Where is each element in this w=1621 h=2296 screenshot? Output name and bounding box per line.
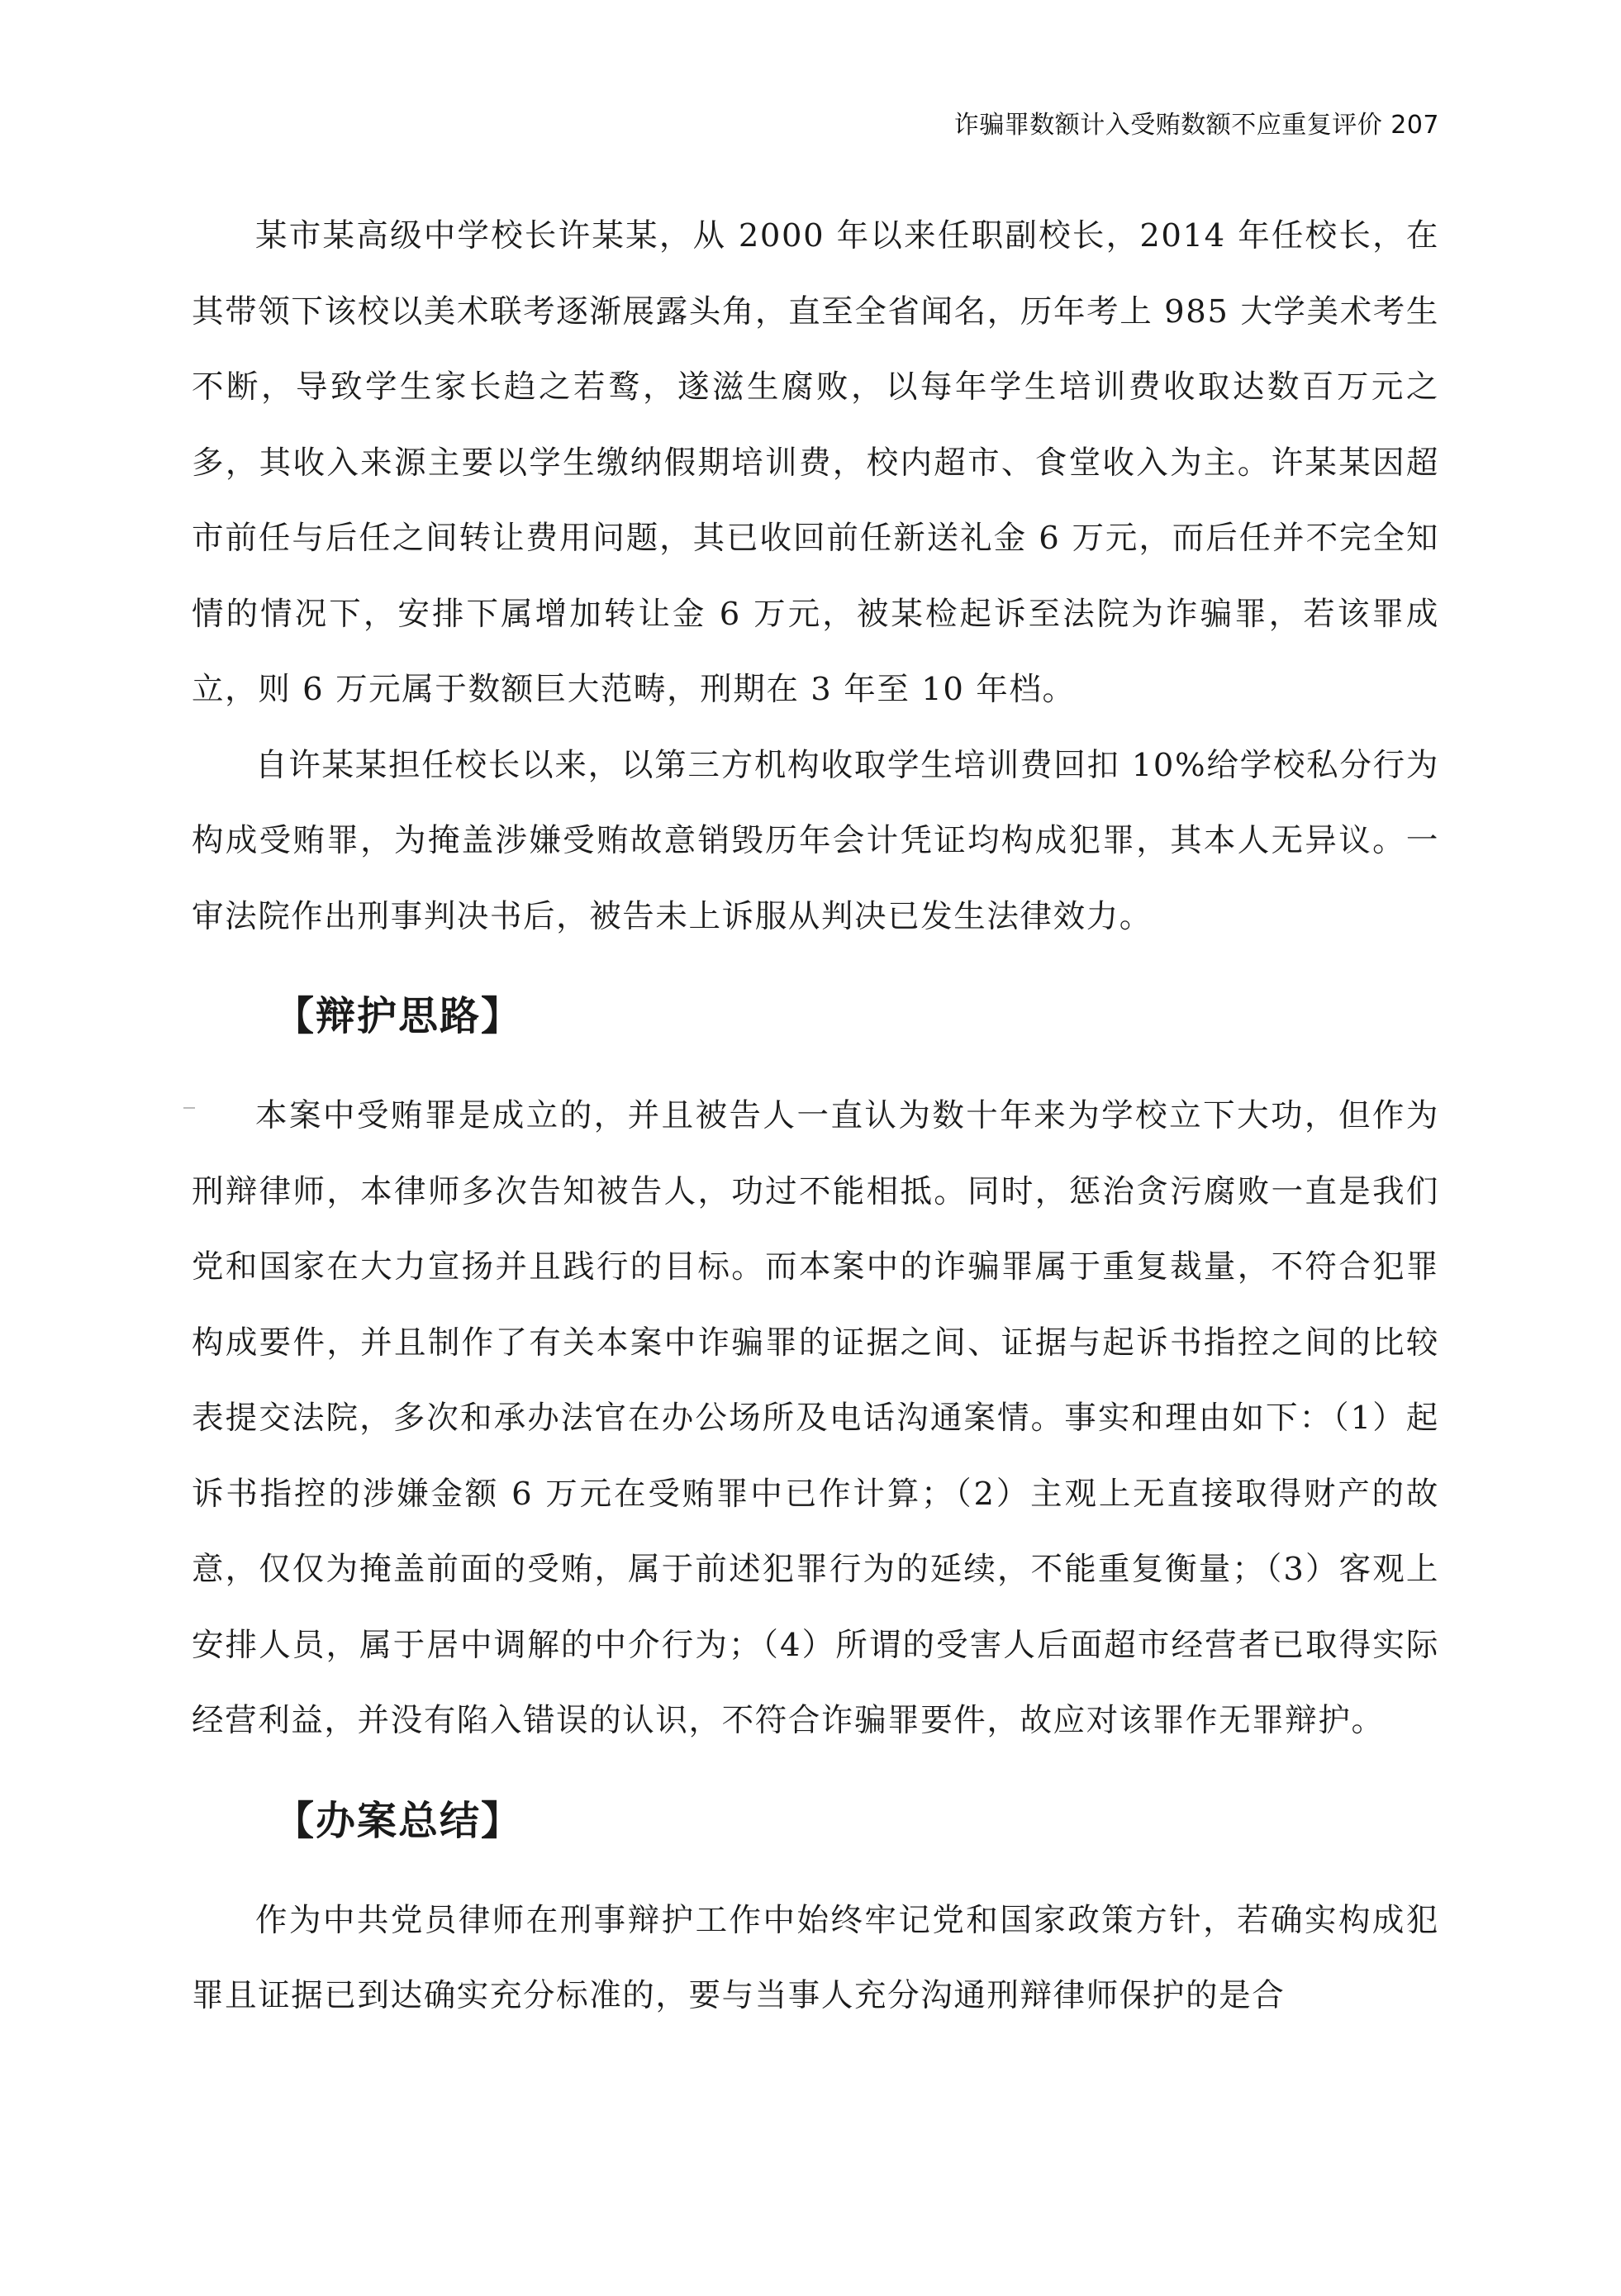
- case-facts-paragraph: 某市某高级中学校长许某某，从 2000 年以来任职副校长，2014 年任校长，在其带领下该校以美术联考逐渐展露头角，直至全省闻名，历年考上 985 大学美术考生不断，导致学生家长趋之若鹜，遂滋生腐败，以每年学生培训费收取达数百万元之多，其收入来源主要以学生缴纳假期培训费，校内超市、食堂收入为主。许某某因超市前任与后任之间转让费用问题，其已收回前任新送礼金 6 万元，而后任并不完全知情的情况下，安排下属增加转让金 6 万元，被某检起诉至法院为诈骗罪，若该罪成立，则 6 万元属于数额巨大范畴，刑期在 3 年至 10 年档。: [192, 217, 1439, 708]
- case-facts-paragraph: 自许某某担任校长以来，以第三方机构收取学生培训费回扣 10%给学校私分行为构成受贿罪，为掩盖涉嫌受贿故意销毁历年会计凭证均构成犯罪，其本人无异议。一审法院作出刑事判决书后，被告未上诉服从判决已发生法律效力。: [192, 746, 1439, 935]
- section-heading-case-summary: 【办案总结】: [274, 1797, 523, 1844]
- page-content: [192, 198, 1439, 2034]
- case-summary-paragraph: 作为中共党员律师在刑事辩护工作中始终牢记党和国家政策方针，若确实构成犯罪且证据已到达确实充分标准的，要与当事人充分沟通刑辩律师保护的是合: [192, 1901, 1439, 2014]
- header-rule: [192, 147, 1439, 148]
- section-heading-defense-approach: 【辩护思路】: [274, 993, 523, 1039]
- running-header: 诈骗罪数额计入受贿数额不应重复评价 207: [953, 111, 1439, 140]
- defense-approach-paragraph: 本案中受贿罪是成立的，并且被告人一直认为数十年来为学校立下大功，但作为刑辩律师，本律师多次告知被告人，功过不能相抵。同时，惩治贪污腐败一直是我们党和国家在大力宣扬并且践行的目标。而本案中的诈骗罪属于重复裁量，不符合犯罪构成要件，并且制作了有关本案中诈骗罪的证据之间、证据与起诉书指控之间的比较表提交法院，多次和承办法官在办公场所及电话沟通案情。事实和理由如下：（1）起诉书指控的涉嫌金额 6 万元在受贿罪中已作计算；（2）主观上无直接取得财产的故意，仅仅为掩盖前面的受贿，属于前述犯罪行为的延续，不能重复衡量；（3）客观上安排人员，属于居中调解的中介行为；（4）所谓的受害人后面超市经营者已取得实际经营利益，并没有陷入错误的认识，不符合诈骗罪要件，故应对该罪作无罪辩护。: [192, 1097, 1439, 1739]
